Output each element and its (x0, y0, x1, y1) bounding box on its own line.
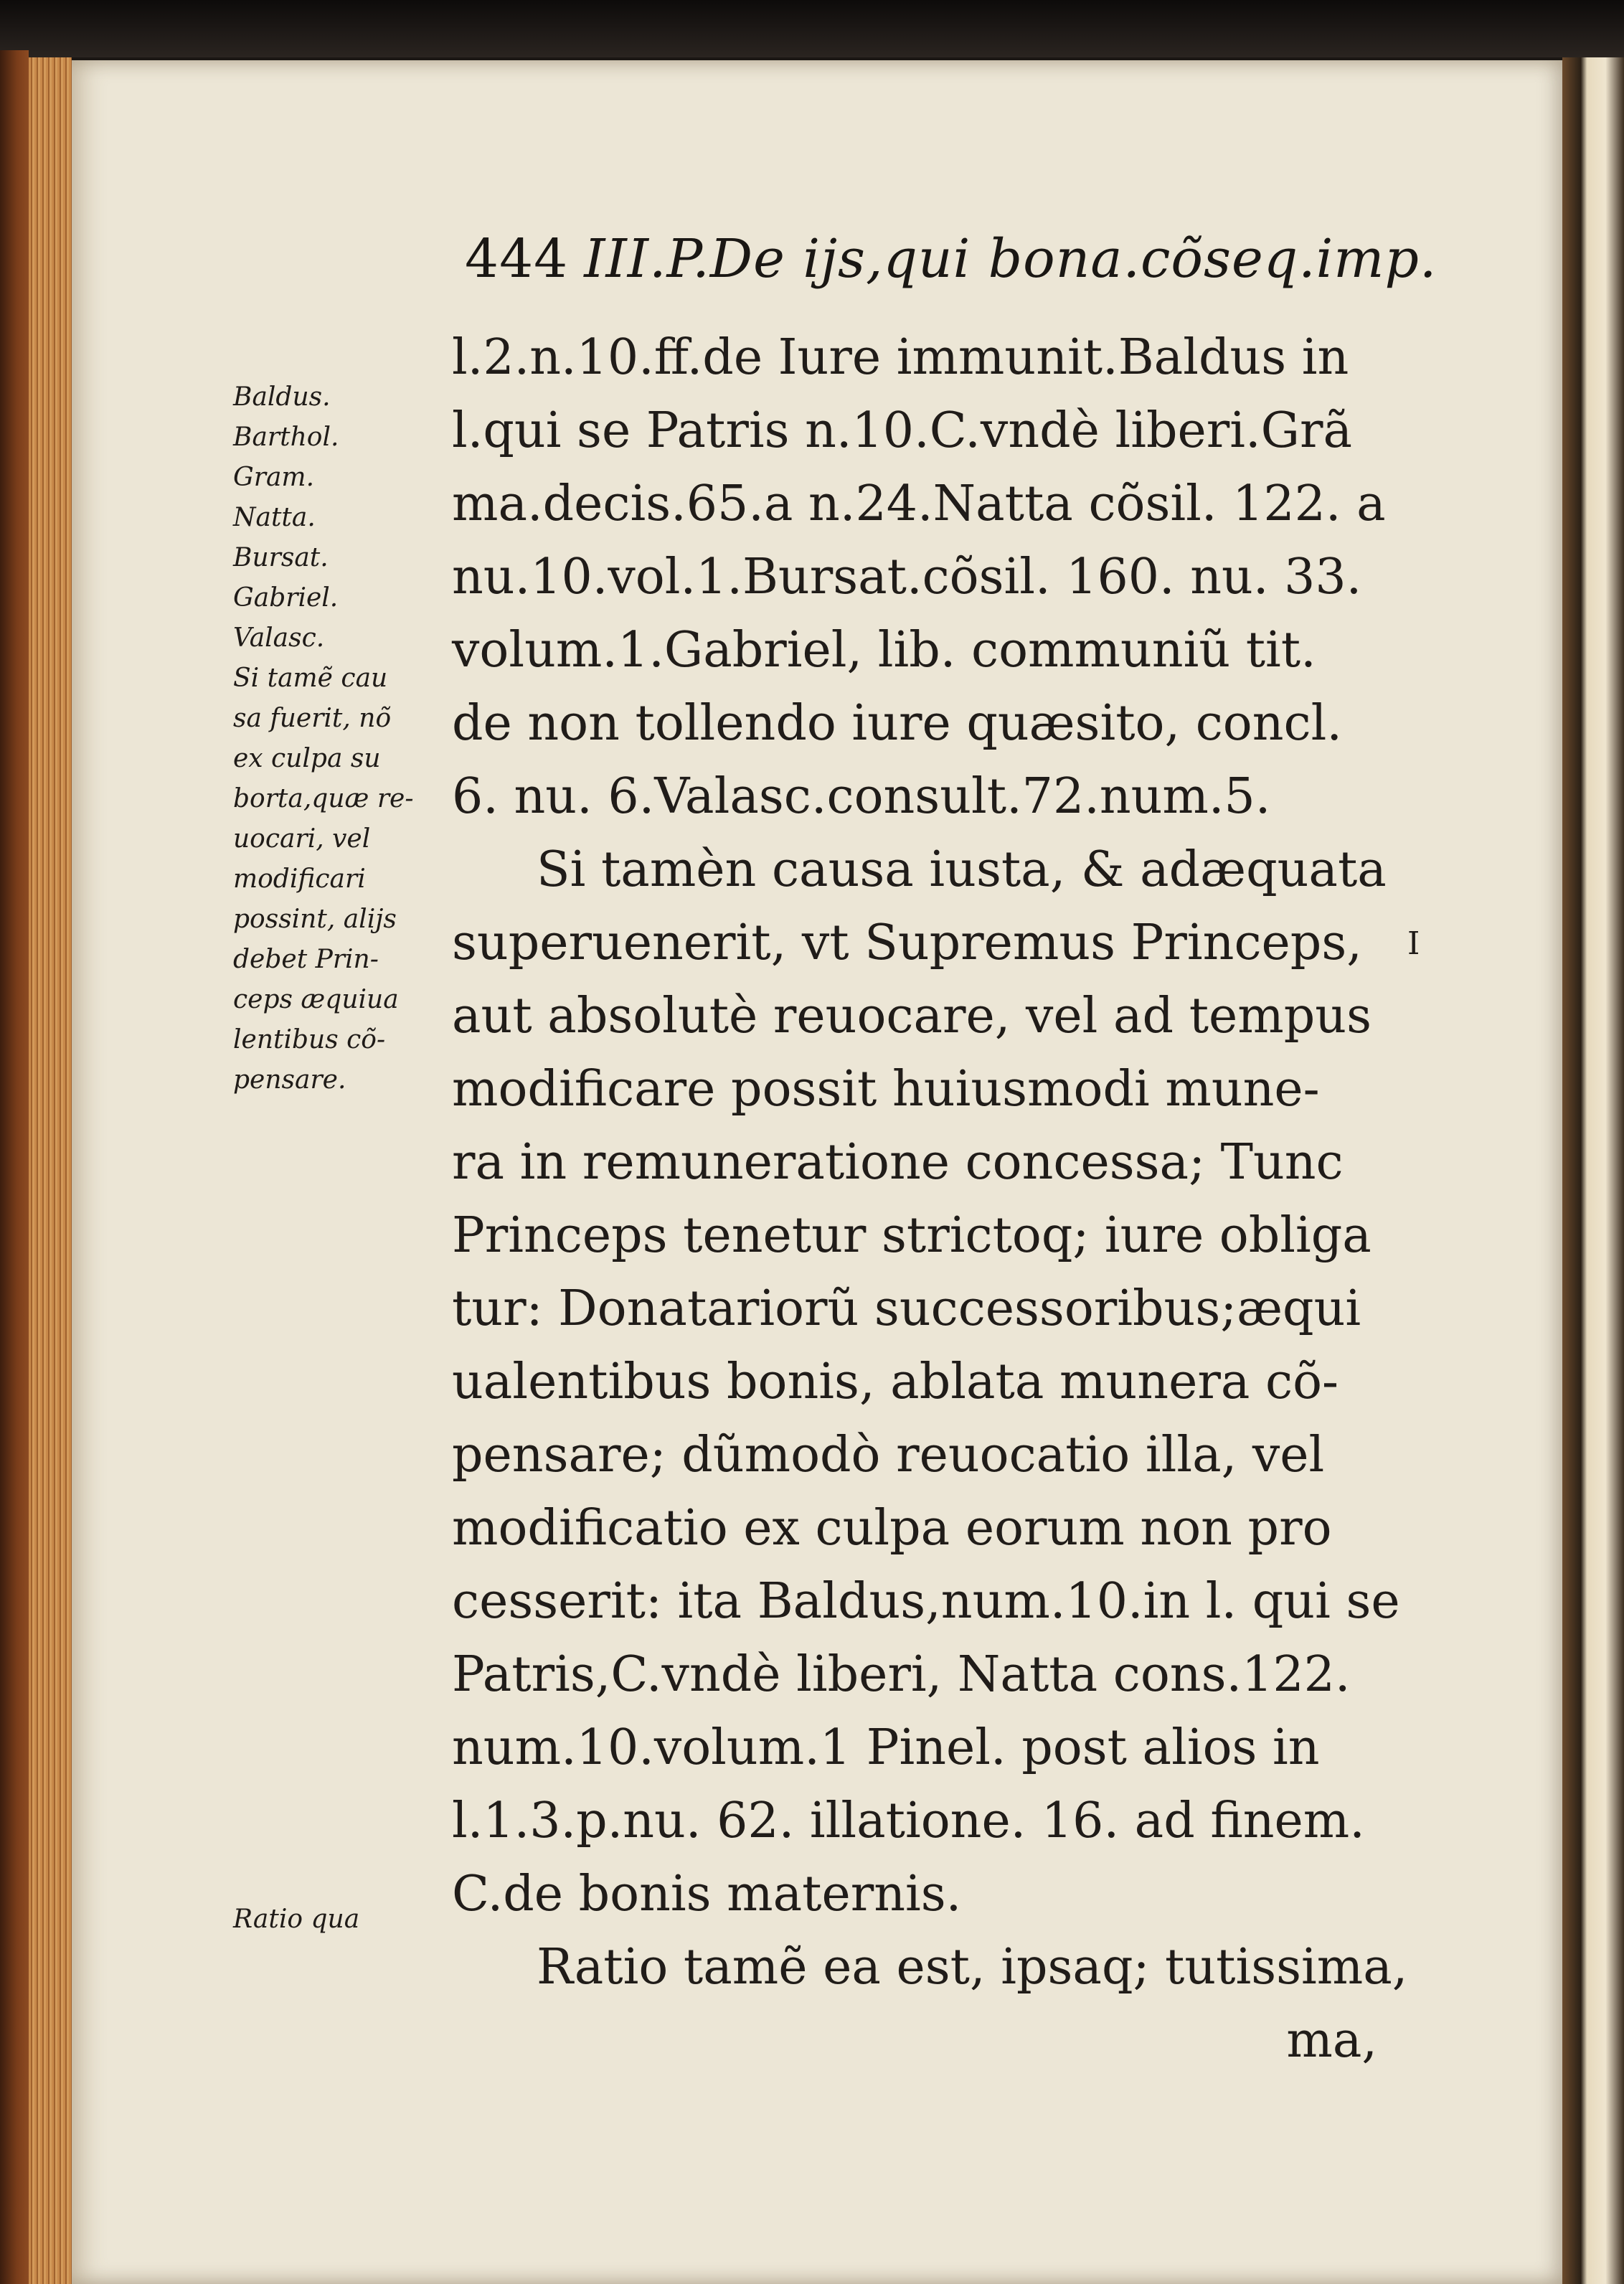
scan-top-shadow (0, 0, 1624, 57)
margin-note: lentibus cõ- (233, 1025, 386, 1054)
page-number: 444 (465, 228, 569, 290)
margin-number: I (1407, 925, 1420, 962)
text-line: de non tollendo iure quæsito, concl. (452, 695, 1342, 752)
text-line: ma.decis.65.a n.24.Natta cõsil. 122. a (452, 476, 1386, 532)
margin-note: pensare. (233, 1065, 346, 1095)
text-line: l.2.n.10.ff.de Iure immunit.Baldus in (452, 329, 1349, 386)
book-cover-left (0, 50, 29, 2284)
margin-note: possint, alijs (233, 905, 397, 934)
running-head (465, 228, 1437, 314)
text-line: Princeps tenetur strictoq; iure obliga (452, 1207, 1372, 1264)
margin-note: ceps æquiua (233, 985, 399, 1014)
running-title: III.P.De ijs,qui bona.cõseq.imp. (584, 228, 1437, 290)
text-line: Patris,C.vndè liberi, Natta cons.122. (452, 1646, 1351, 1703)
page-edges-left (29, 57, 72, 2284)
text-line: 6. nu. 6.Valasc.consult.72.num.5. (452, 768, 1271, 825)
margin-note: sa fuerit, nõ (233, 704, 392, 733)
margin-note: Bursat. (233, 543, 329, 572)
text-line: pensare; dũmodò reuocatio illa, vel (452, 1427, 1325, 1483)
text-line: modificare possit huiusmodi mune- (452, 1061, 1320, 1118)
text-line: C.de bonis maternis. (452, 1866, 962, 1922)
margin-note: Valasc. (233, 623, 325, 653)
text-line: superuenerit, vt Supremus Princeps, (452, 915, 1362, 971)
text-line: ualentibus bonis, ablata munera cõ- (452, 1354, 1339, 1410)
text-line: volum.1.Gabriel, lib. communiũ tit. (452, 622, 1316, 679)
margin-note: Gram. (233, 463, 315, 492)
margin-note: Si tamẽ cau (233, 664, 388, 693)
margin-note: modificari (233, 864, 366, 894)
text-line: ra in remuneratione concessa; Tunc (452, 1134, 1344, 1191)
catchword: ma, (1286, 2012, 1377, 2069)
margin-note: Natta. (233, 503, 316, 532)
text-line: Ratio tamẽ ea est, ipsaq; tutissima, (537, 1939, 1408, 1996)
text-line: tur: Donatariorũ successoribus;æqui (452, 1280, 1361, 1337)
margin-note: borta,quæ re- (233, 784, 414, 813)
page-edges-right (1562, 57, 1624, 2284)
margin-note: Gabriel. (233, 583, 339, 613)
body-text (452, 321, 1408, 2077)
margin-note: debet Prin- (233, 945, 379, 974)
text-line: nu.10.vol.1.Bursat.cõsil. 160. nu. 33. (452, 549, 1362, 605)
margin-notes (233, 377, 455, 1100)
margin-note: ex culpa su (233, 744, 381, 773)
margin-note: Baldus. (233, 382, 331, 412)
text-line: cesserit: ita Baldus,num.10.in l. qui se (452, 1573, 1400, 1630)
margin-note-lower: Ratio qua (233, 1905, 360, 1934)
text-line: modificatio ex culpa eorum non pro (452, 1500, 1332, 1557)
margin-note: Barthol. (233, 423, 339, 452)
text-line: aut absolutè reuocare, vel ad tempus (452, 988, 1372, 1044)
text-line: num.10.volum.1 Pinel. post alios in (452, 1719, 1320, 1776)
text-line: Si tamèn causa iusta, & adæquata (537, 841, 1387, 898)
text-line: l.qui se Patris n.10.C.vndè liberi.Grã (452, 402, 1353, 459)
text-line: l.1.3.p.nu. 62. illatione. 16. ad finem. (452, 1793, 1365, 1849)
margin-note: uocari, vel (233, 824, 371, 854)
